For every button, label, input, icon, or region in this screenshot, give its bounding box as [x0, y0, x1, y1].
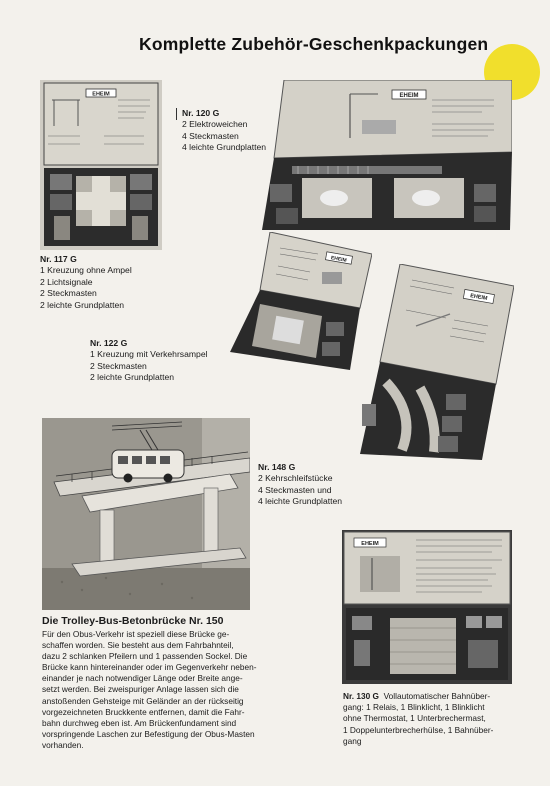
- paragraph-line: bahn durchweg eben ist. Am Brückenfundament sind: [42, 717, 237, 728]
- caption-line: 2 Steckmasten: [40, 288, 97, 299]
- page-title: Komplette Zubehör-Geschenkpackungen: [139, 34, 489, 54]
- paragraph-line: Für den Obus-Verkehr ist speziell diese Brücke ge-: [42, 629, 230, 639]
- caption-line: 1 Kreuzung ohne Ampel: [40, 265, 132, 276]
- bridge-title: Die Trolley-Bus-Betonbrücke Nr. 150: [42, 615, 224, 627]
- brand-label-120: EHEIM: [399, 93, 419, 99]
- brand-label-117: EHEIM: [92, 91, 110, 98]
- caption-line: 2 leichte Grundplatten: [40, 299, 125, 310]
- caption-line: 4 leichte Grundplatten: [258, 496, 343, 507]
- caption-130g: [343, 691, 508, 747]
- photo-trolley-bus-bridge: [42, 418, 250, 610]
- caption-line: Vollautomatischer Bahnüber-: [383, 691, 491, 701]
- caption-line: gang: [343, 735, 362, 746]
- product-number-130g: Nr. 130 G: [343, 691, 379, 701]
- caption-148g: [258, 462, 342, 508]
- paragraph-line: schaffen worden. Sie besteht aus dem Fahrbahnteil,: [42, 640, 234, 651]
- paragraph-line: dazu 2 schlanken Pfeilern und 1 passenden Sockel. Die: [42, 651, 248, 662]
- paragraph-line: vorgezeichneten Bruckkente entfernen, damit die Fahr-: [42, 706, 245, 717]
- product-number-120g: Nr. 120 G: [182, 108, 220, 118]
- brand-label-122: EHEIM: [330, 255, 348, 264]
- caption-line: 2 Steckmasten: [90, 360, 147, 371]
- paragraph-line: vorspringende Laschen zur Befestigung der Obus-Masten: [42, 728, 255, 739]
- caption-line: 2 Kehrschleifstücke: [258, 473, 333, 484]
- paragraph-line: einander je nach notwendiger Länge oder Breite ange-: [42, 673, 243, 684]
- caption-line: gang: 1 Relais, 1 Blinklicht, 1 Blinklicht: [343, 702, 485, 713]
- brand-label-130: EHEIM: [361, 541, 379, 547]
- caption-line: 2 Elektroweichen: [182, 119, 248, 130]
- caption-line: 4 Steckmasten und: [258, 484, 332, 495]
- paragraph-line: setzt werden. Bei zweispuriger Anlage lassen sich die: [42, 684, 239, 695]
- bridge-description: [42, 629, 306, 751]
- caption-marker: [176, 108, 177, 120]
- product-number-117g: Nr. 117 G: [40, 254, 77, 264]
- caption-line: 4 Steckmasten: [182, 130, 239, 141]
- caption-line: 4 leichte Grundplatten: [182, 142, 267, 153]
- photo-130g-box: [342, 530, 512, 684]
- caption-line: 2 leichte Grundplatten: [90, 372, 175, 383]
- product-number-122g: Nr. 122 G: [90, 338, 128, 348]
- brand-label-148: EHEIM: [469, 293, 488, 302]
- caption-117g: [40, 254, 132, 311]
- photo-117g-box: [40, 80, 162, 250]
- paragraph-line: Brücke kann hintereinander oder im Gegenverkehr neben-: [42, 662, 257, 673]
- caption-line: 1 Kreuzung mit Verkehrsampel: [90, 349, 208, 360]
- caption-120g: [182, 108, 266, 154]
- caption-line: 1 Doppelunterbrecherhülse, 1 Bahnüber-: [343, 724, 494, 735]
- product-number-148g: Nr. 148 G: [258, 462, 296, 472]
- caption-line: ohne Thermostat, 1 Unterbrechermast,: [343, 713, 486, 724]
- caption-line: 2 Lichtsignale: [40, 276, 93, 287]
- paragraph-line: anstoßenden Gehsteige mit Geländer an der rückseitig: [42, 695, 244, 706]
- photo-120g-box: [262, 80, 512, 230]
- photo-148g-box: [346, 264, 514, 460]
- caption-122g: [90, 338, 208, 384]
- paragraph-line: vorhanden.: [42, 739, 84, 750]
